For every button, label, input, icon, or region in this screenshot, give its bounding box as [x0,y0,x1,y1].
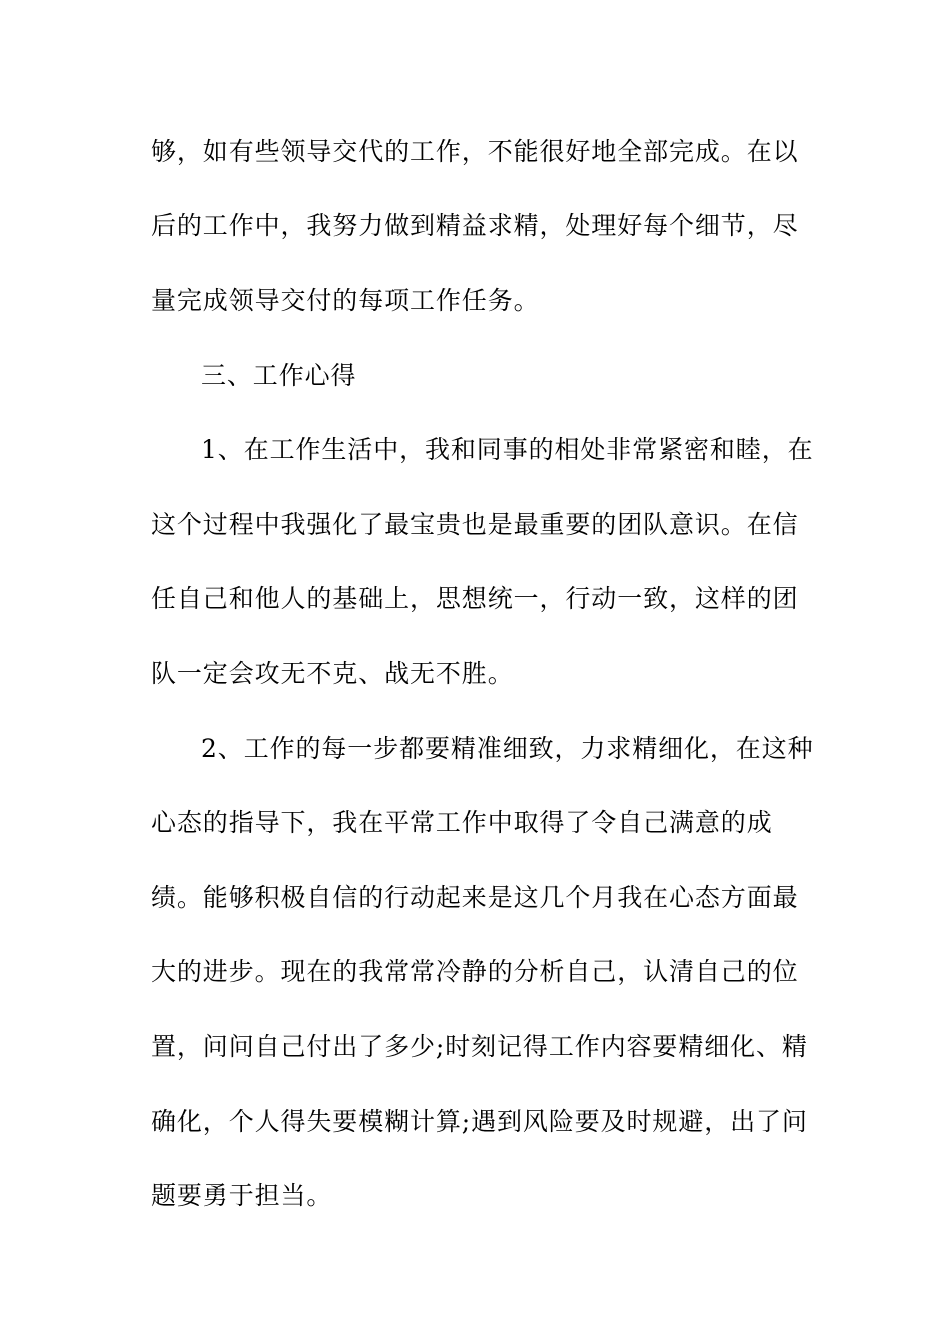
text-line: 1、在工作生活中，我和同事的相处非常紧密和睦，在 [201,435,814,464]
text-line: 队一定会攻无不克、战无不胜。 [151,659,514,688]
text-line: 确化，个人得失要模糊计算;遇到风险要及时规避，出了问 [151,1107,808,1136]
section-heading: 三、工作心得 [201,361,357,390]
text-line: 置，问问自己付出了多少;时刻记得工作内容要精细化、精 [151,1032,808,1061]
text-line: 大的进步。现在的我常常冷静的分析自己，认清自己的位 [151,957,799,986]
text-line: 这个过程中我强化了最宝贵也是最重要的团队意识。在信 [151,510,799,539]
text-line: 心态的指导下，我在平常工作中取得了令自己满意的成 [151,808,773,837]
text-line: 够，如有些领导交代的工作，不能很好地全部完成。在以 [151,137,799,166]
text-line: 2、工作的每一步都要精准细致，力求精细化，在这种 [201,734,814,763]
text-line: 绩。能够积极自信的行动起来是这几个月我在心态方面最 [151,883,799,912]
text-line: 题要勇于担当。 [151,1181,333,1210]
text-line: 量完成领导交付的每项工作任务。 [151,286,540,315]
text-line: 后的工作中，我努力做到精益求精，处理好每个细节，尽 [151,211,799,240]
text-line: 任自己和他人的基础上，思想统一，行动一致，这样的团 [151,584,799,613]
